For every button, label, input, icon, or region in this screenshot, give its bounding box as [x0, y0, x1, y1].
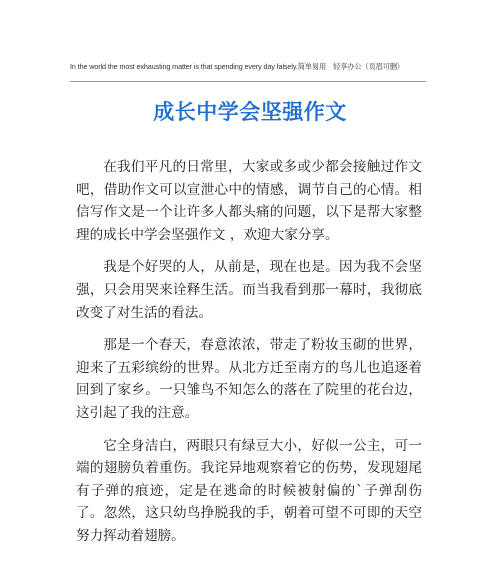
header-tagline: 简单易用 轻享办公（页眉可删）	[297, 62, 405, 71]
paragraph: 那是一个春天，春意浓浓，带走了粉妆玉砌的世界，迎来了五彩缤纷的世界。从北方迁至南方的鸟儿也追逐着回到了家乡。一只雏鸟不知怎么的落在了院里的花台边，这引起了我的注意。	[76, 337, 422, 421]
paragraph: 在我们平凡的日常里，大家或多或少都会接触过作文吧，借助作文可以宣泄心中的情感，调节自己的心情。相信写作文是一个让许多人都头痛的问题，以下是帮大家整理的成长中学会坚强作文 ，欢迎大家分享。	[76, 159, 422, 243]
paragraph: 我是个好哭的人，从前是，现在也是。因为我不会坚强，只会用哭来诠释生活。而当我看到那一幕时，我彻底改变了对生活的看法。	[76, 259, 422, 321]
header-quote: In the world the most exhausting matter is that spending every day falsely.	[70, 62, 298, 71]
header-divider	[70, 81, 426, 82]
article-body	[76, 156, 422, 558]
paragraph: 它全身洁白，两眼只有绿豆大小，好似一公主，可一端的翅膀负着重伤。我诧异地观察着它的伤势，发现翅尾有子弹的痕迹，定是在逃命的时候被射偏的`子弹刮伤了。忽然，这只幼鸟挣脱我的手，朝着可望不可即的天空努力挥动着翅膀。	[76, 437, 422, 544]
article-title: 成长中学会坚强作文	[153, 100, 347, 124]
page-header	[70, 62, 430, 72]
